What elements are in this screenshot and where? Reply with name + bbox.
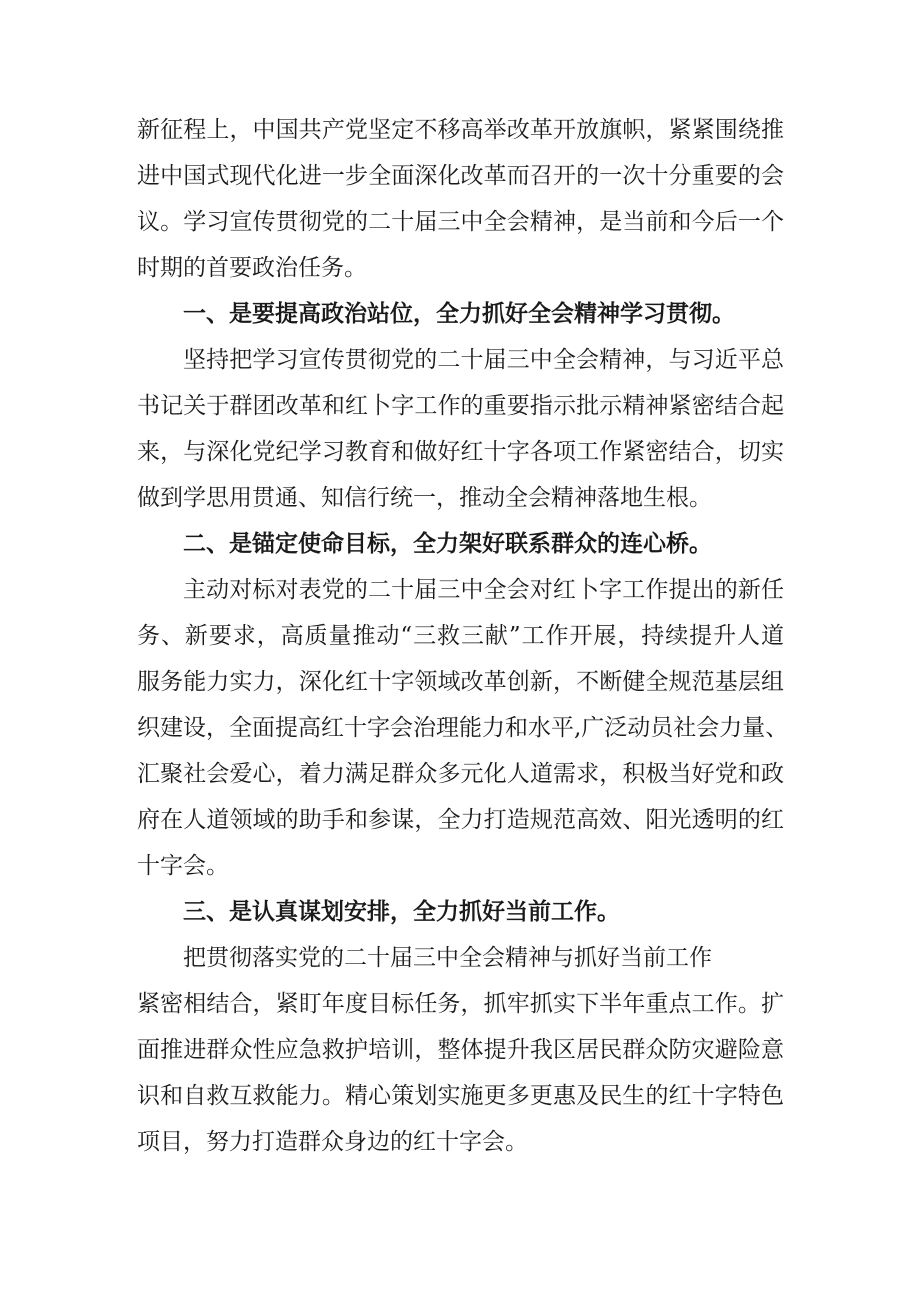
- section3-line-2: 紧密相结合，紧盯年度目标任务，抓牢抓实下半年重点工作。扩: [137, 991, 784, 1017]
- section3-line-5: 项目，努力打造群众身边的红十字会。: [137, 1129, 528, 1155]
- section2-line-4: 织建设，全面提高红十字会治理能力和水平,广泛动员社会力量、: [137, 715, 789, 741]
- section3-line-4: 识和自救互救能力。精心策划实施更多更惠及民生的红十字特色: [137, 1083, 784, 1109]
- section1-line-3: 来，与深化党纪学习教育和做好红十字各项工作紧密结合，切实: [137, 439, 784, 465]
- section2-heading: 二、是锚定使命目标，全力架好联系群众的连心桥。: [183, 531, 712, 557]
- intro-line-3: 议。学习宣传贯彻党的二十届三中全会精神，是当前和今后一个: [137, 209, 784, 235]
- section2-line-3: 服务能力实力，深化红十字领域改革创新，不断健全规范基层组: [137, 669, 784, 695]
- section1-line-1: 坚持把学习宣传贯彻党的二十届三中全会精神，与习近平总: [183, 347, 784, 373]
- section2-line-6: 府在人道领域的助手和参谋，全力打造规范高效、阳光透明的红: [137, 807, 784, 833]
- section1-heading: 一、是要提高政治站位，全力抓好全会精神学习贯彻。: [183, 301, 735, 327]
- section1-line-2: 书记关于群团改革和红卜字工作的重要指示批示精神紧密结合起: [137, 393, 784, 419]
- intro-line-4: 时期的首要政治任务。: [137, 255, 367, 281]
- intro-line-2: 进中国式现代化进一步全面深化改革而召开的一次十分重要的会: [137, 163, 784, 189]
- section3-heading: 三、是认真谋划安排，全力抓好当前工作。: [183, 899, 620, 925]
- section3-line-1: 把贯彻落实党的二十届三中全会精神与抓好当前工作: [183, 945, 712, 971]
- section2-line-5: 汇聚社会爱心，着力满足群众多元化人道需求，积极当好党和政: [137, 761, 784, 787]
- section2-line-2: 务、新要求，高质量推动“三救三献”工作开展，持续提升人道: [137, 623, 784, 649]
- intro-line-1: 新征程上，中国共产党坚定不移高举改革开放旗帜，紧紧围绕推: [137, 117, 784, 143]
- section2-line-7: 十字会。: [137, 853, 229, 879]
- section2-line-1: 主动对标对表党的二十届三中全会对红卜字工作提出的新任: [183, 577, 784, 603]
- section3-line-3: 面推进群众性应急救护培训，整体提升我区居民群众防灾避险意: [137, 1037, 784, 1063]
- section1-line-4: 做到学思用贯通、知信行统一，推动全会精神落地生根。: [137, 485, 712, 511]
